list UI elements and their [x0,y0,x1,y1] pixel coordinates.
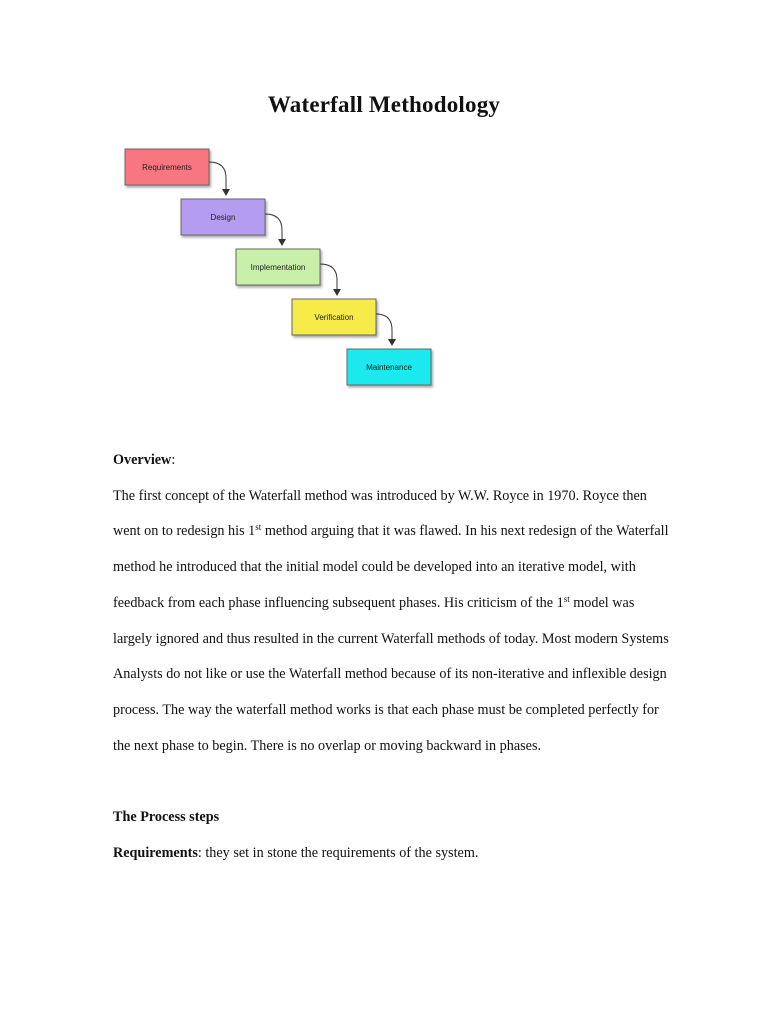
requirements-step [113,836,673,872]
connector-arrow [376,314,392,345]
stage-maintenance [347,349,431,385]
stage-label: Verification [314,313,354,322]
requirements-term: Requirements [113,844,198,861]
process-heading: The Process steps [113,809,220,825]
overview-heading [113,443,673,479]
stage-implementation [236,249,320,285]
stage-label: Requirements [142,163,192,172]
page-title: Waterfall Methodology [267,92,501,117]
stage-verification [292,299,376,335]
connector-arrow [265,214,282,245]
process-section [113,800,673,871]
stage-label: Implementation [250,263,306,272]
superscript: st [563,593,570,604]
overview-heading-colon: : [171,452,176,468]
stage-label: Design [210,213,236,222]
stage-label: Maintenance [366,363,412,372]
connector-arrow [209,162,226,195]
overview-paragraph [113,479,673,765]
stage-design [181,199,265,235]
overview-section [113,443,673,764]
waterfall-diagram [0,0,768,440]
stage-requirements [125,149,209,185]
overview-heading-text: Overview [113,452,172,468]
superscript: st [255,522,262,533]
requirements-text: : they set in stone the requirements of the system. [197,844,479,861]
overview-text-part3: model was largely ignored and thus resulted in the current Waterfall methods of today. Most modern Systems Analysts do not like or use the Waterfall method because of its non-iterative and inflexible design process. The way the waterfall method works is that each phase must be completed perfectly for the next phase to begin. There is no overlap or moving backward in phases. [113,594,669,754]
overview-text-part2: method arguing that it was flawed. In his next redesign of the Waterfall method he introduced that the initial model could be developed into an iterative model, with feedback from each phase influencing subsequent phases. His criticism of the 1 [113,523,669,611]
connector-arrow [320,264,337,295]
overview-text-part1: The first concept of the Waterfall method was introduced by W.W. Royce in 1970. Royce then went on to redesign his 1 [113,487,647,540]
